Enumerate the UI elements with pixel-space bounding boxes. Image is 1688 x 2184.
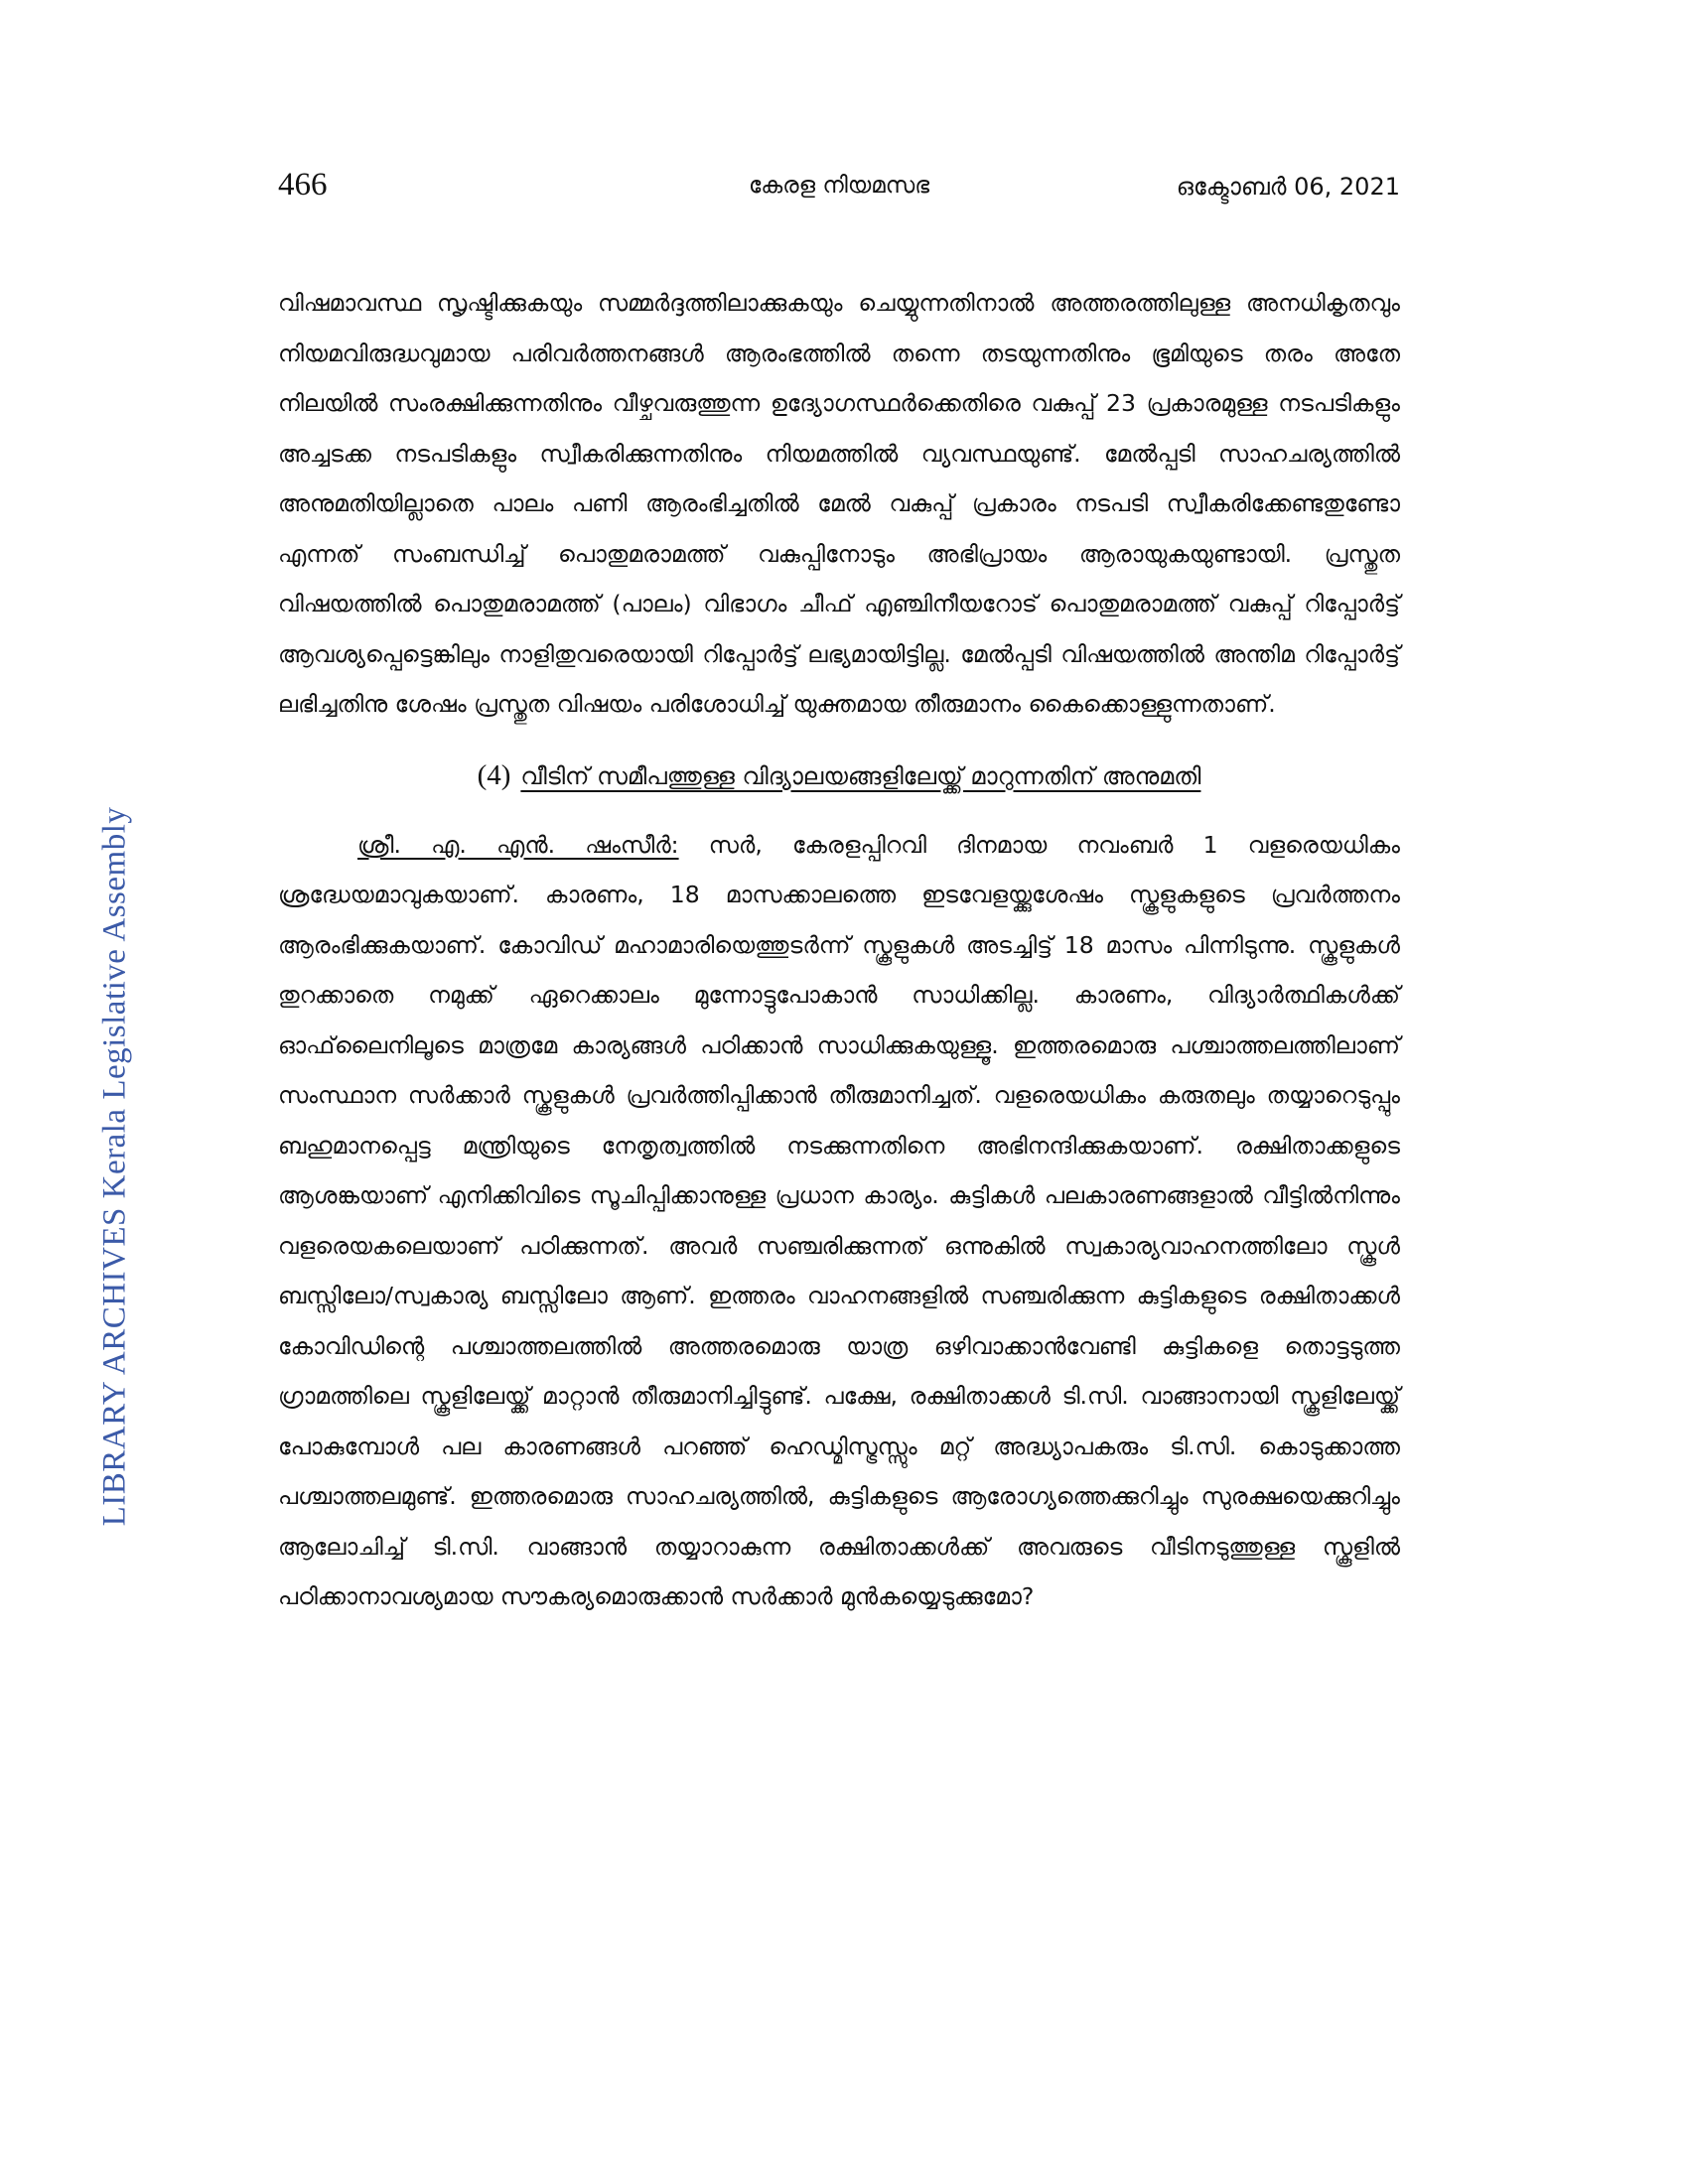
section-heading [278,755,1400,796]
speaker-name: ശ്രീ. എ. എൻ. ഷംസീർ: [357,830,679,859]
header-date: ഒക്ടോബർ 06, 2021 [1176,173,1400,201]
watermark-text: LIBRARY ARCHIVES Kerala Legislative Assembly [96,806,133,1527]
body-paragraph-1: വിഷമാവസ്ഥ സൃഷ്ടിക്കുകയും സമ്മർദ്ദത്തിലാക്കുകയും ചെയ്യുന്നതിനാൽ അത്തരത്തിലുള്ള അനധികൃതവും നിയമവിരുദ്ധവുമായ പരിവർത്തനങ്ങൾ ആരംഭത്തിൽ തന്നെ തടയുന്നതിനും ഭൂമിയുടെ തരം അതേ നിലയിൽ സംരക്ഷിക്കുന്നതിനും വീഴ്ചവരുത്തുന്ന ഉദ്യോഗസ്ഥർക്കെതിരെ വകുപ്പ് 23 പ്രകാരമുള്ള നടപടികളും അച്ചടക്ക നടപടികളും സ്വീകരിക്കുന്നതിനും നിയമത്തിൽ വ്യവസ്ഥയുണ്ട്. മേൽപ്പടി സാഹചര്യത്തിൽ അനുമതിയില്ലാതെ പാലം പണി ആരംഭിച്ചതിൽ മേൽ വകുപ്പ് പ്രകാരം നടപടി സ്വീകരിക്കേണ്ടതുണ്ടോ എന്നത് സംബന്ധിച്ച് പൊതുമരാമത്ത് വകുപ്പിനോടും അഭിപ്രായം ആരായുകയുണ്ടായി. പ്രസ്തുത വിഷയത്തിൽ പൊതുമരാമത്ത് (പാലം) വിഭാഗം ചീഫ് എഞ്ചിനീയറോട് പൊതുമരാമത്ത് വകുപ്പ് റിപ്പോർട്ട് ആവശ്യപ്പെട്ടെങ്കിലും നാളിതുവരെയായി റിപ്പോർട്ട് ലഭ്യമായിട്ടില്ല. മേൽപ്പടി വിഷയത്തിൽ അന്തിമ റിപ്പോർട്ട് ലഭിച്ചതിനു ശേഷം പ്രസ്തുത വിഷയം പരിശോധിച്ച് യുക്തമായ തീരുമാനം കൈക്കൊള്ളുന്നതാണ്. [278,289,1400,718]
page-header [278,167,1400,206]
section-title: വീടിന് സമീപത്തുള്ള വിദ്യാലയങ്ങളിലേയ്ക്ക് മാറുന്നതിന് അനുമതി [520,761,1201,790]
header-title: കേരള നിയമസഭ [748,173,930,199]
body-paragraph-2 [278,820,1400,1622]
page-number: 466 [278,167,328,203]
section-number: (4) [477,758,511,791]
speech-text: സർ, കേരളപ്പിറവി ദിനമായ നവംബർ 1 വളരെയധികം ശ്രദ്ധേയമാവുകയാണ്. കാരണം, 18 മാസക്കാലത്തെ ഇടവേളയ്ക്കുശേഷം സ്കൂളുകളുടെ പ്രവർത്തനം ആരംഭിക്കുകയാണ്. കോവിഡ് മഹാമാരിയെത്തുടർന്ന് സ്കൂളുകൾ അടച്ചിട്ട് 18 മാസം പിന്നിടുന്നു. സ്കൂളുകൾ തുറക്കാതെ നമുക്ക് ഏറെക്കാലം മുന്നോട്ടുപോകാൻ സാധിക്കില്ല. കാരണം, വിദ്യാർത്ഥികൾക്ക് ഓഫ്‌ലൈനിലൂടെ മാത്രമേ കാര്യങ്ങൾ പഠിക്കാൻ സാധിക്കുകയുള്ളൂ. ഇത്തരമൊരു പശ്ചാത്തലത്തിലാണ് സംസ്ഥാന സർക്കാർ സ്കൂളുകൾ പ്രവർത്തിപ്പിക്കാൻ തീരുമാനിച്ചത്. വളരെയധികം കരുതലും തയ്യാറെടുപ്പും ബഹുമാനപ്പെട്ട മന്ത്രിയുടെ നേതൃത്വത്തിൽ നടക്കുന്നതിനെ അഭിനന്ദിക്കുകയാണ്. രക്ഷിതാക്കളുടെ ആശങ്കയാണ് എനിക്കിവിടെ സൂചിപ്പിക്കാനുള്ള പ്രധാന കാര്യം. കുട്ടികൾ പലകാരണങ്ങളാൽ വീട്ടിൽനിന്നും വളരെയകലെയാണ് പഠിക്കുന്നത്. അവർ സഞ്ചരിക്കുന്നത് ഒന്നുകിൽ സ്വകാര്യവാഹനത്തിലോ സ്കൂൾ ബസ്സിലോ/സ്വകാര്യ ബസ്സിലോ ആണ്. ഇത്തരം വാഹനങ്ങളിൽ സഞ്ചരിക്കുന്ന കുട്ടികളുടെ രക്ഷിതാക്കൾ കോവിഡിന്റെ പശ്ചാത്തലത്തിൽ അത്തരമൊരു യാത്ര ഒഴിവാക്കാൻവേണ്ടി കുട്ടികളെ തൊട്ടടുത്ത ഗ്രാമത്തിലെ സ്കൂളിലേയ്ക്ക് മാറ്റാൻ തീരുമാനിച്ചിട്ടുണ്ട്. പക്ഷേ, രക്ഷിതാക്കൾ ടി.സി. വാങ്ങാനായി സ്കൂളിലേയ്ക്ക് പോകുമ്പോൾ പല കാരണങ്ങൾ പറഞ്ഞ് ഹെഡ്മിസ്ട്രസ്സും മറ്റ് അദ്ധ്യാപകരും ടി.സി. കൊടുക്കാത്ത പശ്ചാത്തലമുണ്ട്. ഇത്തരമൊരു സാഹചര്യത്തിൽ, കുട്ടികളുടെ ആരോഗ്യത്തെക്കുറിച്ചും സുരക്ഷയെക്കുറിച്ചും ആലോചിച്ച് ടി.സി. വാങ്ങാൻ തയ്യാറാകുന്ന രക്ഷിതാക്കൾക്ക് അവരുടെ വീടിനടുത്തുള്ള സ്കൂളിൽ പഠിക്കാനാവശ്യമായ സൗകര്യമൊരുക്കാൻ സർക്കാർ മുൻകയ്യെടുക്കുമോ? [278,830,1401,1610]
page-content [278,278,1400,1622]
